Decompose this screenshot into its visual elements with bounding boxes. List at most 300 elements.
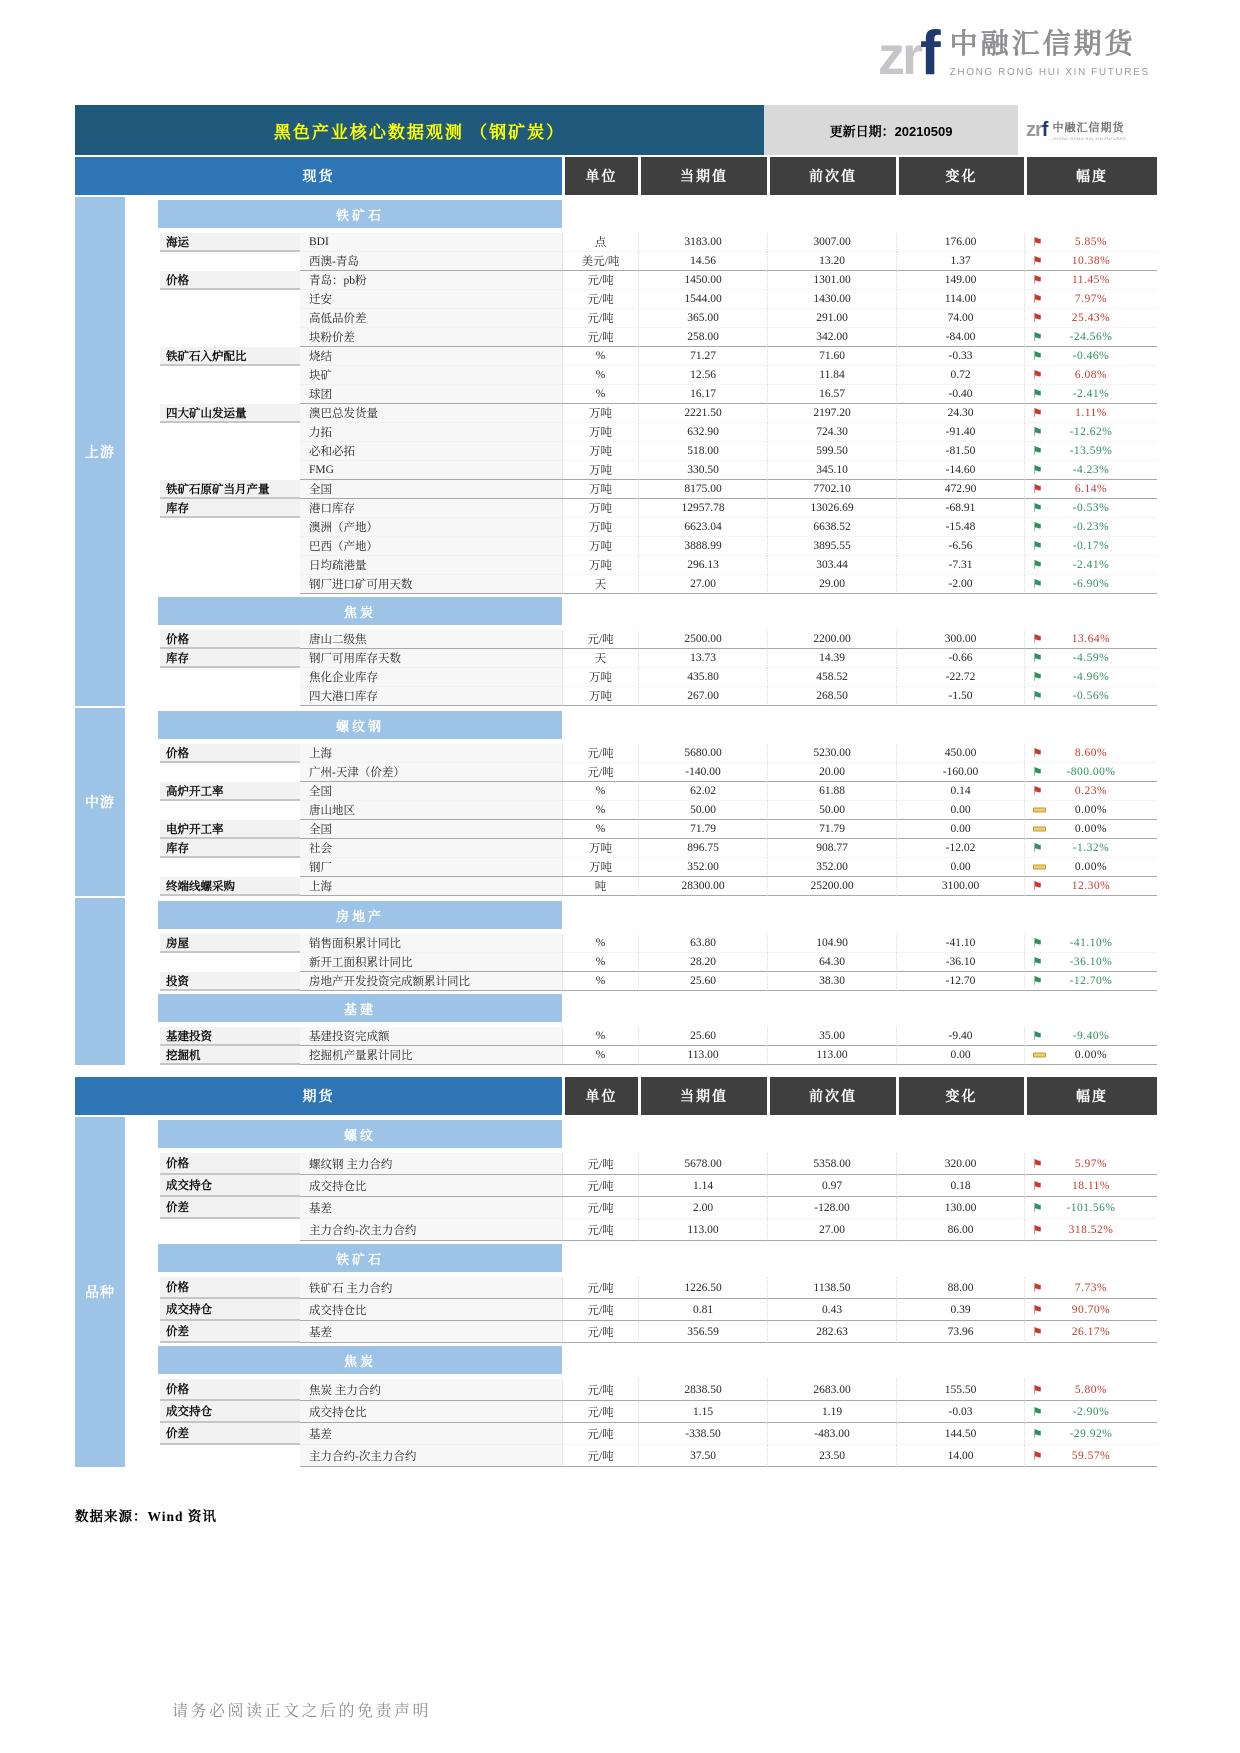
current-value: 16.17 — [638, 385, 767, 404]
mini-logo-text — [1052, 119, 1126, 141]
row-group-label: 价格 — [160, 744, 300, 763]
range-cell — [1024, 763, 1157, 782]
current-value: 113.00 — [638, 1219, 767, 1241]
unit-value: % — [562, 1027, 638, 1046]
table-row — [135, 556, 1157, 575]
previous-value: -483.00 — [767, 1423, 896, 1445]
current-value: 518.00 — [638, 442, 767, 461]
range-cell — [1024, 1175, 1157, 1197]
row-group-label — [160, 575, 300, 594]
row-sublabel: 基差 — [300, 1197, 562, 1219]
change-value: -68.91 — [896, 499, 1024, 518]
range-value: 59.57% — [1071, 1449, 1111, 1462]
previous-value: 38.30 — [767, 972, 896, 991]
range-value: 6.14% — [1074, 483, 1108, 495]
range-cell — [1024, 953, 1157, 972]
change-value: -9.40 — [896, 1027, 1024, 1046]
row-group-label: 海运 — [160, 233, 300, 252]
row-sublabel: 全国 — [300, 820, 562, 839]
unit-value: 点 — [562, 233, 638, 252]
row-sublabel: 广州-天津（价差） — [300, 763, 562, 782]
change-value: 300.00 — [896, 630, 1024, 649]
table-row — [135, 744, 1157, 763]
futures-table-body — [75, 1117, 1160, 1467]
table-row — [135, 404, 1157, 423]
range-cell — [1024, 687, 1157, 706]
table-row — [135, 480, 1157, 499]
row-group-label: 库存 — [160, 649, 300, 668]
range-value: -2.90% — [1072, 1405, 1110, 1418]
unit-value: 元/吨 — [562, 744, 638, 763]
range-cell — [1024, 366, 1157, 385]
change-value: -41.10 — [896, 934, 1024, 953]
row-indent — [135, 575, 160, 594]
row-sublabel: 巴西（产地） — [300, 537, 562, 556]
current-value: 3183.00 — [638, 233, 767, 252]
range-cell — [1024, 1445, 1157, 1467]
previous-value: 50.00 — [767, 801, 896, 820]
row-group-label — [160, 763, 300, 782]
current-value: 296.13 — [638, 556, 767, 575]
row-sublabel: 唐山二级焦 — [300, 630, 562, 649]
section-title: 基建 — [158, 994, 562, 1022]
flag-down-icon: ⚑ — [1032, 463, 1043, 477]
range-cell — [1024, 877, 1157, 896]
previous-value: 352.00 — [767, 858, 896, 877]
row-group-label: 四大矿山发运量 — [160, 404, 300, 423]
row-indent — [135, 328, 160, 347]
range-value: -0.53% — [1072, 502, 1110, 514]
previous-value: 13026.69 — [767, 499, 896, 518]
section-title: 焦炭 — [158, 1346, 562, 1374]
previous-value: 282.63 — [767, 1321, 896, 1343]
row-indent — [135, 1423, 160, 1445]
range-cell — [1024, 1219, 1157, 1241]
table-row — [135, 1299, 1157, 1321]
change-value: 450.00 — [896, 744, 1024, 763]
previous-value: 5230.00 — [767, 744, 896, 763]
row-sublabel: 成交持仓比 — [300, 1175, 562, 1197]
change-value: -12.02 — [896, 839, 1024, 858]
range-cell — [1024, 290, 1157, 309]
range-cell — [1024, 744, 1157, 763]
row-sublabel: 全国 — [300, 480, 562, 499]
previous-value: -128.00 — [767, 1197, 896, 1219]
range-value: -12.62% — [1069, 426, 1113, 438]
current-value: 365.00 — [638, 309, 767, 328]
range-value: 0.23% — [1074, 785, 1108, 797]
previous-value: 35.00 — [767, 1027, 896, 1046]
unit-value: 万吨 — [562, 687, 638, 706]
range-value: 0.00% — [1074, 1049, 1108, 1061]
range-value: -4.23% — [1072, 464, 1110, 476]
row-group-label: 库存 — [160, 499, 300, 518]
current-value: 2838.50 — [638, 1379, 767, 1401]
row-indent — [135, 649, 160, 668]
mini-logo-zr: zr — [1026, 119, 1042, 141]
current-value: 632.90 — [638, 423, 767, 442]
previous-value: 3007.00 — [767, 233, 896, 252]
unit-value: % — [562, 366, 638, 385]
unit-value: % — [562, 782, 638, 801]
current-value: 1544.00 — [638, 290, 767, 309]
table-band — [75, 197, 1160, 706]
column-current: 当期值 — [641, 157, 767, 195]
table-row — [135, 347, 1157, 366]
unit-value: 元/吨 — [562, 1299, 638, 1321]
unit-value: 元/吨 — [562, 1153, 638, 1175]
current-value: 28300.00 — [638, 877, 767, 896]
row-indent — [135, 271, 160, 290]
row-sublabel: BDI — [300, 233, 562, 252]
row-group-label: 电炉开工率 — [160, 820, 300, 839]
previous-value: 27.00 — [767, 1219, 896, 1241]
unit-value: 美元/吨 — [562, 252, 638, 271]
previous-value: 71.79 — [767, 820, 896, 839]
row-indent — [135, 858, 160, 877]
row-indent — [135, 1197, 160, 1219]
current-value: 356.59 — [638, 1321, 767, 1343]
report-title: 黑色产业核心数据观测 （钢矿炭） — [75, 105, 764, 155]
row-indent — [135, 953, 160, 972]
current-value: 5680.00 — [638, 744, 767, 763]
unit-value: 万吨 — [562, 404, 638, 423]
row-sublabel: 西澳-青岛 — [300, 252, 562, 271]
flag-down-icon: ⚑ — [1032, 974, 1043, 988]
mini-logo-f: f — [1041, 119, 1048, 141]
row-indent — [135, 934, 160, 953]
row-sublabel: 成交持仓比 — [300, 1401, 562, 1423]
row-indent — [135, 782, 160, 801]
flag-down-icon: ⚑ — [1032, 577, 1043, 591]
row-sublabel: 必和必拓 — [300, 442, 562, 461]
row-group-label: 价格 — [160, 1379, 300, 1401]
flag-down-icon: ⚑ — [1032, 651, 1043, 665]
row-indent — [135, 1321, 160, 1343]
range-value: -24.56% — [1069, 331, 1113, 343]
flag-down-icon: ⚑ — [1032, 539, 1043, 553]
row-group-label — [160, 252, 300, 271]
current-value: 28.20 — [638, 953, 767, 972]
row-sublabel: 成交持仓比 — [300, 1299, 562, 1321]
range-value: 12.30% — [1071, 880, 1111, 892]
column-previous: 前次值 — [770, 157, 896, 195]
row-group-label — [160, 801, 300, 820]
current-value: 27.00 — [638, 575, 767, 594]
table-row — [135, 518, 1157, 537]
table-row — [135, 1277, 1157, 1299]
flag-down-icon: ⚑ — [1032, 1426, 1043, 1441]
table-row — [135, 763, 1157, 782]
row-sublabel: 港口库存 — [300, 499, 562, 518]
range-value: -101.56% — [1066, 1201, 1116, 1214]
unit-value: 元/吨 — [562, 1379, 638, 1401]
range-value: -4.59% — [1072, 652, 1110, 664]
range-cell — [1024, 461, 1157, 480]
current-value: 63.80 — [638, 934, 767, 953]
table-row — [135, 1445, 1157, 1467]
row-group-label — [160, 668, 300, 687]
flag-up-icon: ⚑ — [1032, 784, 1043, 798]
unit-value: 元/吨 — [562, 1401, 638, 1423]
current-value: 25.60 — [638, 972, 767, 991]
change-value: 0.00 — [896, 858, 1024, 877]
unit-value: 元/吨 — [562, 630, 638, 649]
flag-up-icon: ⚑ — [1032, 292, 1043, 306]
table-row — [135, 934, 1157, 953]
row-sublabel: 螺纹钢 主力合约 — [300, 1153, 562, 1175]
band-content — [135, 708, 1157, 896]
flag-up-icon: ⚑ — [1032, 254, 1043, 268]
flag-up-icon: ⚑ — [1032, 1178, 1043, 1193]
sidebar-label: 品种 — [75, 1117, 125, 1467]
range-value: -12.70% — [1069, 975, 1113, 987]
change-value: -81.50 — [896, 442, 1024, 461]
row-group-label: 库存 — [160, 839, 300, 858]
unit-value: 元/吨 — [562, 1277, 638, 1299]
change-value: 0.00 — [896, 820, 1024, 839]
previous-value: 71.60 — [767, 347, 896, 366]
range-value: -0.17% — [1072, 540, 1110, 552]
table-row — [135, 877, 1157, 896]
row-group-label — [160, 858, 300, 877]
section-title: 焦炭 — [158, 597, 562, 625]
table-row — [135, 575, 1157, 594]
row-group-label — [160, 518, 300, 537]
zrf-logo-mark-icon — [878, 19, 938, 89]
row-group-label — [160, 366, 300, 385]
flat-dash-icon — [1033, 808, 1046, 813]
current-value: 1.15 — [638, 1401, 767, 1423]
range-value: 18.11% — [1071, 1179, 1111, 1192]
row-sublabel: 四大港口库存 — [300, 687, 562, 706]
row-indent — [135, 252, 160, 271]
company-name-block — [950, 22, 1150, 82]
previous-value: 13.20 — [767, 252, 896, 271]
previous-value: 2683.00 — [767, 1379, 896, 1401]
table-row — [135, 687, 1157, 706]
row-indent — [135, 668, 160, 687]
unit-value: 元/吨 — [562, 763, 638, 782]
flag-up-icon: ⚑ — [1032, 746, 1043, 760]
row-sublabel: 房地产开发投资完成额累计同比 — [300, 972, 562, 991]
range-cell — [1024, 820, 1157, 839]
table-row — [135, 499, 1157, 518]
flag-up-icon: ⚑ — [1032, 406, 1043, 420]
range-value: 1.11% — [1075, 407, 1107, 419]
row-sublabel: 基差 — [300, 1321, 562, 1343]
spot-header-label: 现货 — [75, 157, 562, 195]
range-cell — [1024, 499, 1157, 518]
change-value: 114.00 — [896, 290, 1024, 309]
row-indent — [135, 1277, 160, 1299]
table-row — [135, 782, 1157, 801]
current-value: 6623.04 — [638, 518, 767, 537]
row-indent — [135, 763, 160, 782]
range-value: 318.52% — [1068, 1223, 1114, 1236]
change-value: 320.00 — [896, 1153, 1024, 1175]
previous-value: 1138.50 — [767, 1277, 896, 1299]
unit-value: 元/吨 — [562, 1445, 638, 1467]
unit-value: 万吨 — [562, 423, 638, 442]
row-indent — [135, 442, 160, 461]
mini-logo-mark-icon — [1026, 120, 1047, 140]
row-indent — [135, 385, 160, 404]
range-cell — [1024, 649, 1157, 668]
change-value: 74.00 — [896, 309, 1024, 328]
table-row — [135, 630, 1157, 649]
band-content — [135, 898, 1157, 1065]
row-sublabel: 块矿 — [300, 366, 562, 385]
row-indent — [135, 1379, 160, 1401]
band-content — [135, 197, 1157, 706]
range-cell — [1024, 1277, 1157, 1299]
row-indent — [135, 1219, 160, 1241]
range-cell — [1024, 1423, 1157, 1445]
row-sublabel: FMG — [300, 461, 562, 480]
previous-value: 1.19 — [767, 1401, 896, 1423]
change-value: 0.14 — [896, 782, 1024, 801]
range-cell — [1024, 1153, 1157, 1175]
current-value: 5678.00 — [638, 1153, 767, 1175]
current-value: 14.56 — [638, 252, 767, 271]
range-cell — [1024, 233, 1157, 252]
current-value: 2221.50 — [638, 404, 767, 423]
previous-value: 25200.00 — [767, 877, 896, 896]
previous-value: 3895.55 — [767, 537, 896, 556]
range-cell — [1024, 858, 1157, 877]
flag-down-icon: ⚑ — [1032, 501, 1043, 515]
title-bar — [75, 105, 1160, 155]
change-value: -14.60 — [896, 461, 1024, 480]
range-cell — [1024, 1197, 1157, 1219]
row-sublabel: 社会 — [300, 839, 562, 858]
row-sublabel: 基差 — [300, 1423, 562, 1445]
change-value: -84.00 — [896, 328, 1024, 347]
row-group-label: 价格 — [160, 1153, 300, 1175]
current-value: 13.73 — [638, 649, 767, 668]
table-row — [135, 1197, 1157, 1219]
column-previous: 前次值 — [770, 1077, 896, 1115]
range-value: 13.64% — [1071, 633, 1111, 645]
row-indent — [135, 461, 160, 480]
row-group-label: 房屋 — [160, 934, 300, 953]
current-value: 352.00 — [638, 858, 767, 877]
row-group-label: 基建投资 — [160, 1027, 300, 1046]
change-value: 14.00 — [896, 1445, 1024, 1467]
change-value: 73.96 — [896, 1321, 1024, 1343]
table-row — [135, 423, 1157, 442]
range-value: -36.10% — [1069, 956, 1113, 968]
table-row — [135, 1423, 1157, 1445]
row-sublabel: 新开工面积累计同比 — [300, 953, 562, 972]
previous-value: 64.30 — [767, 953, 896, 972]
range-value: -800.00% — [1066, 766, 1116, 778]
current-value: 896.75 — [638, 839, 767, 858]
company-name-en: ZHONG RONG HUI XIN FUTURES — [949, 67, 1150, 78]
table-row — [135, 858, 1157, 877]
disclaimer-note: 请务必阅读正文之后的免责声明 — [172, 1703, 432, 1720]
unit-value: 万吨 — [562, 839, 638, 858]
data-source-note: 数据来源：Wind 资讯 — [75, 1509, 217, 1524]
current-value: 50.00 — [638, 801, 767, 820]
current-value: 3888.99 — [638, 537, 767, 556]
unit-value: 万吨 — [562, 518, 638, 537]
change-value: -0.03 — [896, 1401, 1024, 1423]
range-value: -13.59% — [1069, 445, 1113, 457]
table-band — [75, 708, 1160, 896]
row-group-label — [160, 290, 300, 309]
change-value: 149.00 — [896, 271, 1024, 290]
change-value: 0.00 — [896, 1046, 1024, 1065]
range-cell — [1024, 1299, 1157, 1321]
table-row — [135, 442, 1157, 461]
table-row — [135, 1153, 1157, 1175]
row-indent — [135, 366, 160, 385]
flag-down-icon: ⚑ — [1032, 520, 1043, 534]
row-indent — [135, 1445, 160, 1467]
row-indent — [135, 309, 160, 328]
flag-up-icon: ⚑ — [1032, 1302, 1043, 1317]
current-value: 267.00 — [638, 687, 767, 706]
section-title: 房地产 — [158, 901, 562, 929]
row-sublabel: 澳巴总发货量 — [300, 404, 562, 423]
row-group-label — [160, 385, 300, 404]
row-indent — [135, 1401, 160, 1423]
range-cell — [1024, 1046, 1157, 1065]
range-value: 10.38% — [1071, 255, 1111, 267]
range-cell — [1024, 309, 1157, 328]
unit-value: 元/吨 — [562, 1197, 638, 1219]
range-value: -6.90% — [1072, 578, 1110, 590]
unit-value: 万吨 — [562, 668, 638, 687]
change-value: 130.00 — [896, 1197, 1024, 1219]
range-value: 6.08% — [1074, 369, 1108, 381]
row-indent — [135, 687, 160, 706]
flag-down-icon: ⚑ — [1032, 387, 1043, 401]
row-indent — [135, 744, 160, 763]
flag-up-icon: ⚑ — [1032, 1222, 1043, 1237]
unit-value: 元/吨 — [562, 328, 638, 347]
range-cell — [1024, 934, 1157, 953]
previous-value: 29.00 — [767, 575, 896, 594]
row-indent — [135, 820, 160, 839]
previous-value: 342.00 — [767, 328, 896, 347]
unit-value: % — [562, 385, 638, 404]
table-row — [135, 461, 1157, 480]
unit-value: % — [562, 934, 638, 953]
unit-value: 万吨 — [562, 556, 638, 575]
unit-value: 元/吨 — [562, 1423, 638, 1445]
company-name-cn: 中融汇信期货 — [949, 28, 1136, 59]
range-cell — [1024, 556, 1157, 575]
flag-up-icon: ⚑ — [1032, 235, 1043, 249]
row-sublabel: 焦炭 主力合约 — [300, 1379, 562, 1401]
row-indent — [135, 801, 160, 820]
range-value: 0.00% — [1074, 804, 1108, 816]
range-value: 0.00% — [1074, 861, 1108, 873]
row-sublabel: 澳洲（产地） — [300, 518, 562, 537]
current-value: 8175.00 — [638, 480, 767, 499]
table-row — [135, 839, 1157, 858]
futures-header-label: 期货 — [75, 1077, 562, 1115]
row-sublabel: 销售面积累计同比 — [300, 934, 562, 953]
row-group-label — [160, 953, 300, 972]
previous-value: 303.44 — [767, 556, 896, 575]
range-cell — [1024, 801, 1157, 820]
row-sublabel: 上海 — [300, 877, 562, 896]
row-sublabel: 焦化企业库存 — [300, 668, 562, 687]
